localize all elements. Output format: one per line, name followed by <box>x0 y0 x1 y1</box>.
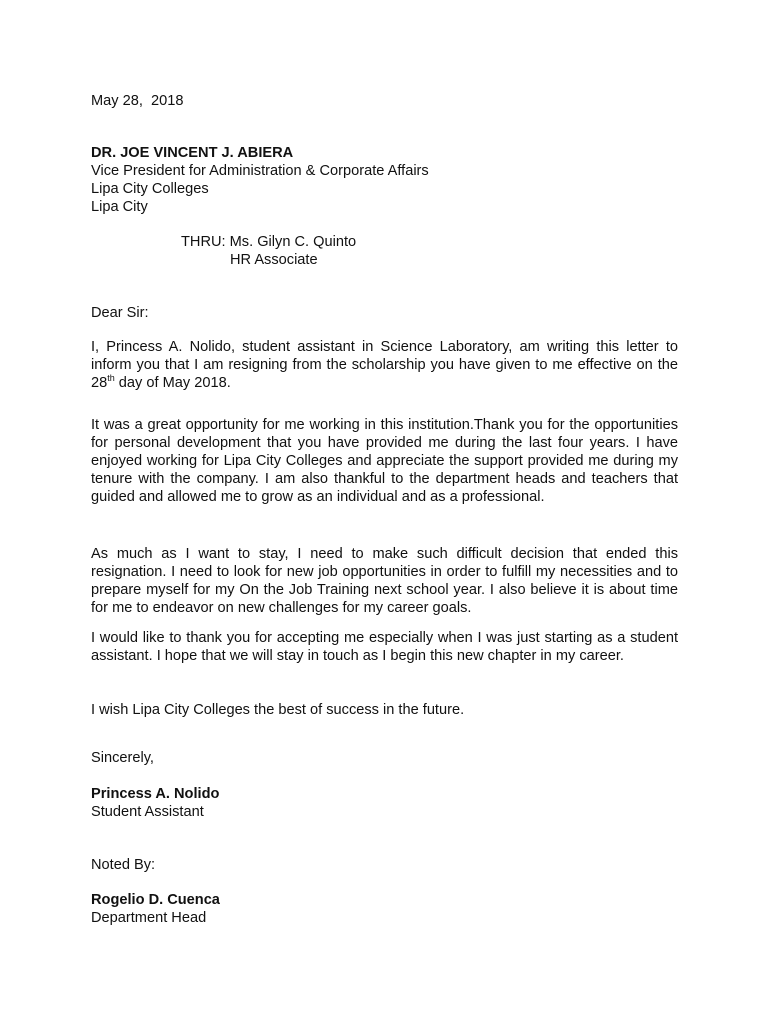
closing: Sincerely, <box>91 750 154 766</box>
paragraph-3: As much as I want to stay, I need to make such difficult decision that ended this resignation. I need to look for new job opportunities in order to fulfill my necessities and to prepare myself for my On the Job Training next school year. I also believe it is about time for me to endeavor on new challenges for my career goals. <box>91 546 678 616</box>
salutation: Dear Sir: <box>91 305 149 321</box>
signer-role: Student Assistant <box>91 804 204 820</box>
thru-position: HR Associate <box>230 252 318 268</box>
noted-name: Rogelio D. Cuenca <box>91 892 220 908</box>
paragraph-1-text: I, Princess A. Nolido, student assistant in Science Laboratory, am writing this letter to inform you that I am resigning from the scholarship you have given to me effective on the 28 <box>91 339 678 391</box>
recipient-city: Lipa City <box>91 199 148 215</box>
noted-role: Department Head <box>91 910 207 926</box>
paragraph-1 <box>91 338 678 392</box>
letter-date: May 28, 2018 <box>91 93 184 109</box>
signer-name: Princess A. Nolido <box>91 786 220 802</box>
thru-line: THRU: Ms. Gilyn C. Quinto <box>181 234 357 250</box>
recipient-title: Vice President for Administration & Corporate Affairs <box>91 163 429 179</box>
recipient-org: Lipa City Colleges <box>91 181 209 197</box>
recipient-name: DR. JOE VINCENT J. ABIERA <box>91 145 294 161</box>
paragraph-4: I would like to thank you for accepting me especially when I was just starting as a student assistant. I hope that we will stay in touch as I begin this new chapter in my career. <box>91 630 678 664</box>
paragraph-1-end: day of May 2018. <box>114 375 231 391</box>
noted-by-label: Noted By: <box>91 857 156 873</box>
paragraph-5: I wish Lipa City Colleges the best of success in the future. <box>91 702 465 718</box>
paragraph-2: It was a great opportunity for me working in this institution.Thank you for the opportunities for personal development that you have provided me during the last four years. I have enjoyed working for Lipa City Colleges and appreciate the support provided me during my tenure with the company. I am also thankful to the department heads and teachers that guided and allowed me to grow as an individual and as a professional. <box>91 417 678 505</box>
ordinal-suffix: th <box>107 373 115 384</box>
